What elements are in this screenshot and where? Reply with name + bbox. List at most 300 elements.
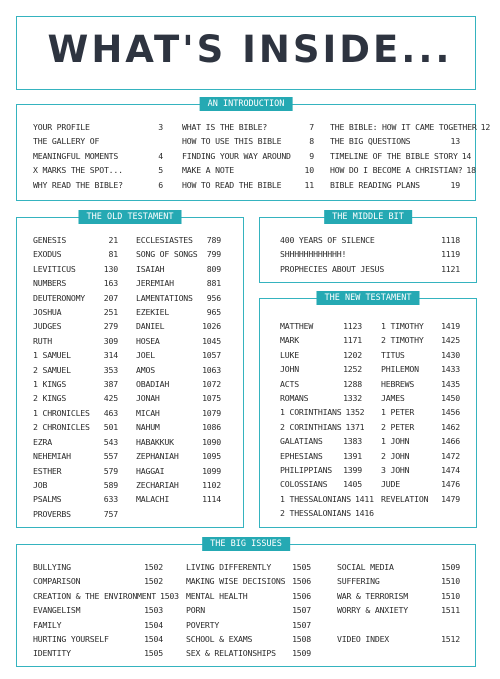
contents-entry bbox=[330, 163, 476, 177]
contents-entry bbox=[33, 420, 118, 434]
contents-entry bbox=[381, 391, 460, 405]
entry-title: EVANGELISM bbox=[33, 605, 81, 616]
entry-page-number: 1086 bbox=[202, 422, 221, 433]
entry-title: MEANINGFUL MOMENTS bbox=[33, 150, 119, 161]
contents-entry bbox=[33, 233, 118, 247]
entry-page-number: 1472 bbox=[441, 450, 460, 461]
contents-entry bbox=[33, 348, 118, 362]
entry-page-number: 1391 bbox=[343, 450, 362, 461]
entry-page-number: 1502 bbox=[144, 562, 163, 572]
entry-page-number: 881 bbox=[206, 278, 221, 289]
entry-page-number: 353 bbox=[103, 364, 118, 375]
contents-entry bbox=[337, 560, 460, 574]
contents-entry bbox=[381, 420, 460, 434]
contents-entry bbox=[381, 377, 460, 391]
contents-entry bbox=[280, 420, 365, 434]
entry-page-number: 1090 bbox=[202, 436, 221, 447]
entry-page-number: 1506 bbox=[292, 590, 311, 601]
entry-title: WAR & TERRORISM bbox=[337, 590, 408, 601]
contents-entry bbox=[280, 247, 460, 261]
entry-title: HOW TO READ THE BIBLE bbox=[182, 179, 282, 190]
entry-page-number: 1512 bbox=[441, 634, 460, 645]
entry-page-number: 251 bbox=[103, 307, 118, 318]
entry-page-number: 1456 bbox=[441, 407, 460, 418]
contents-entry bbox=[381, 319, 460, 333]
entry-page-number: 1419 bbox=[441, 321, 460, 331]
contents-entry bbox=[186, 603, 311, 617]
entry-title: COMPARISON bbox=[33, 576, 81, 587]
entry-page-number: 1099 bbox=[202, 465, 221, 476]
entry-page-number: 19 bbox=[450, 179, 460, 190]
entry-title: HOW DO I BECOME A CHRISTIAN? bbox=[330, 165, 463, 176]
entry-title: ACTS bbox=[280, 378, 299, 389]
entry-title: DEUTERONOMY bbox=[33, 292, 86, 303]
entry-page-number: 1102 bbox=[202, 479, 221, 490]
entry-page-number: 1507 bbox=[292, 619, 311, 630]
entry-title: ESTHER bbox=[33, 465, 62, 476]
contents-entry bbox=[33, 149, 163, 163]
entry-title: PHILEMON bbox=[381, 364, 419, 375]
contents-entry bbox=[136, 420, 221, 434]
entry-title: EPHESIANS bbox=[280, 450, 323, 461]
contents-entry bbox=[280, 449, 362, 463]
entry-page-number: 1202 bbox=[343, 349, 362, 360]
contents-entry bbox=[33, 247, 118, 261]
entry-title: AMOS bbox=[136, 364, 155, 375]
entry-page-number: 1433 bbox=[441, 364, 460, 375]
entry-page-number: 463 bbox=[103, 407, 118, 418]
entry-page-number: 1114 bbox=[202, 494, 221, 505]
new-testament-col-2 bbox=[381, 319, 460, 506]
entry-page-number: 1405 bbox=[343, 479, 362, 490]
contents-entry bbox=[136, 377, 221, 391]
entry-page-number: 1479 bbox=[441, 493, 460, 504]
contents-entry bbox=[381, 405, 460, 419]
contents-entry bbox=[381, 463, 460, 477]
entry-title: THE BIBLE: HOW IT CAME TOGETHER bbox=[330, 122, 477, 132]
entry-title: 2 KINGS bbox=[33, 393, 67, 404]
entry-title: GENESIS bbox=[33, 235, 67, 245]
contents-entry bbox=[330, 134, 460, 148]
entry-title: EZEKIEL bbox=[136, 307, 170, 318]
entry-page-number: 1057 bbox=[202, 350, 221, 361]
entry-page-number: 1075 bbox=[202, 393, 221, 404]
contents-entry bbox=[337, 618, 460, 632]
entry-page-number: 1476 bbox=[441, 479, 460, 490]
contents-entry bbox=[136, 319, 221, 333]
entry-title: 1 THESSALONIANS bbox=[280, 493, 351, 504]
entry-title: COLOSSIANS bbox=[280, 479, 328, 490]
entry-page-number: 5 bbox=[158, 165, 163, 176]
entry-title: SCHOOL & EXAMS bbox=[186, 634, 253, 645]
contents-entry bbox=[33, 492, 118, 506]
entry-page-number: 1462 bbox=[441, 421, 460, 432]
entry-page-number: 789 bbox=[206, 235, 221, 245]
entry-page-number: 1510 bbox=[441, 576, 460, 587]
contents-entry bbox=[33, 377, 118, 391]
contents-entry bbox=[280, 391, 362, 405]
contents-entry bbox=[33, 406, 118, 420]
entry-title: FAMILY bbox=[33, 619, 62, 630]
entry-page-number: 1416 bbox=[354, 508, 374, 519]
contents-entry bbox=[186, 560, 311, 574]
entry-title: HEBREWS bbox=[381, 378, 415, 389]
entry-title: PROVERBS bbox=[33, 508, 71, 519]
entry-title: 1 CORINTHIANS bbox=[280, 407, 342, 418]
entry-title: 2 CORINTHIANS bbox=[280, 421, 342, 432]
page-title: WHAT'S INSIDE... bbox=[47, 28, 453, 71]
contents-entry bbox=[33, 363, 118, 377]
entry-page-number: 314 bbox=[103, 350, 118, 361]
entry-title: MAKE A NOTE bbox=[182, 165, 235, 176]
contents-entry bbox=[381, 492, 460, 506]
contents-entry bbox=[33, 574, 163, 588]
contents-entry bbox=[33, 603, 163, 617]
contents-entry bbox=[280, 362, 362, 376]
contents-entry bbox=[330, 120, 491, 134]
entry-page-number: 1352 bbox=[345, 407, 365, 418]
entry-title: 1 JOHN bbox=[381, 436, 410, 447]
entry-title: SOCIAL MEDIA bbox=[337, 562, 394, 572]
entry-page-number: 1466 bbox=[441, 436, 460, 447]
entry-title: NUMBERS bbox=[33, 278, 67, 289]
entry-title: 2 TIMOTHY bbox=[381, 335, 424, 346]
entry-page-number: 1026 bbox=[202, 321, 221, 332]
entry-title: SHHHHHHHHHHHH! bbox=[280, 249, 347, 260]
entry-title: TIMELINE OF THE BIBLE STORY bbox=[330, 150, 458, 161]
entry-title: HOSEA bbox=[136, 335, 160, 346]
entry-title: DANIEL bbox=[136, 321, 165, 332]
entry-title: IDENTITY bbox=[33, 648, 71, 659]
entry-page-number: 163 bbox=[103, 278, 118, 289]
entry-page-number: 1425 bbox=[441, 335, 460, 346]
contents-entry bbox=[33, 589, 179, 603]
entry-title: ECCLESIASTES bbox=[136, 235, 193, 245]
entry-title: JOEL bbox=[136, 350, 155, 361]
entry-page-number: 543 bbox=[103, 436, 118, 447]
entry-title: SONG OF SONGS bbox=[136, 249, 198, 260]
entry-title: VIDEO INDEX bbox=[337, 634, 390, 645]
entry-page-number: 1171 bbox=[343, 335, 362, 346]
entry-title: MAKING WISE DECISIONS bbox=[186, 576, 286, 587]
entry-title: PHILIPPIANS bbox=[280, 465, 333, 476]
entry-title: PSALMS bbox=[33, 494, 62, 505]
entry-title: POVERTY bbox=[186, 619, 220, 630]
entry-page-number: 207 bbox=[103, 292, 118, 303]
entry-page-number: 1383 bbox=[343, 436, 362, 447]
contents-entry bbox=[136, 478, 221, 492]
entry-page-number: 501 bbox=[103, 422, 118, 433]
entry-page-number: 1474 bbox=[441, 465, 460, 476]
contents-entry bbox=[337, 589, 460, 603]
entry-title: FINDING YOUR WAY AROUND bbox=[182, 150, 291, 161]
entry-page-number: 1435 bbox=[441, 378, 460, 389]
entry-title: WORRY & ANXIETY bbox=[337, 605, 408, 616]
entry-title: 3 JOHN bbox=[381, 465, 410, 476]
entry-page-number: 3 bbox=[158, 122, 163, 132]
old-testament-heading: THE OLD TESTAMENT bbox=[79, 210, 182, 224]
entry-page-number: 1508 bbox=[292, 634, 311, 645]
entry-title: 1 SAMUEL bbox=[33, 350, 71, 361]
contents-entry bbox=[186, 618, 311, 632]
entry-page-number: 557 bbox=[103, 451, 118, 462]
entry-page-number: 799 bbox=[206, 249, 221, 260]
entry-page-number: 1503 bbox=[144, 605, 163, 616]
contents-entry bbox=[33, 391, 118, 405]
contents-entry bbox=[337, 603, 460, 617]
contents-entry bbox=[182, 178, 314, 192]
entry-title: LUKE bbox=[280, 349, 299, 360]
contents-entry bbox=[280, 463, 362, 477]
new-testament-heading: THE NEW TESTAMENT bbox=[317, 291, 420, 305]
entry-title: PROPHECIES ABOUT JESUS bbox=[280, 263, 385, 274]
entry-page-number: 1510 bbox=[441, 590, 460, 601]
entry-page-number: 13 bbox=[450, 136, 460, 147]
entry-title: NEHEMIAH bbox=[33, 451, 71, 462]
contents-entry bbox=[381, 333, 460, 347]
entry-page-number: 10 bbox=[304, 165, 314, 176]
entry-title: 2 JOHN bbox=[381, 450, 410, 461]
entry-page-number: 9 bbox=[309, 150, 314, 161]
contents-entry bbox=[280, 348, 362, 362]
intro-heading: AN INTRODUCTION bbox=[200, 97, 293, 111]
entry-page-number: 425 bbox=[103, 393, 118, 404]
contents-entry bbox=[182, 120, 314, 134]
contents-entry bbox=[136, 247, 221, 261]
old-testament-col-1 bbox=[33, 233, 118, 521]
entry-title: JUDGES bbox=[33, 321, 62, 332]
entry-title: 2 SAMUEL bbox=[33, 364, 71, 375]
entry-title: LIVING DIFFERENTLY bbox=[186, 562, 272, 572]
entry-page-number: 21 bbox=[108, 235, 118, 245]
entry-page-number: 1505 bbox=[292, 562, 311, 572]
contents-entry bbox=[136, 291, 221, 305]
contents-entry bbox=[330, 149, 472, 163]
middle-bit-heading: THE MIDDLE BIT bbox=[324, 210, 412, 224]
entry-page-number: 14 bbox=[461, 150, 472, 161]
entry-title: JOHN bbox=[280, 364, 299, 375]
contents-entry bbox=[280, 262, 460, 276]
entry-page-number: 1072 bbox=[202, 379, 221, 390]
entry-page-number: 1507 bbox=[292, 605, 311, 616]
entry-title: JOB bbox=[33, 479, 48, 490]
contents-entry bbox=[33, 334, 118, 348]
entry-page-number: 589 bbox=[103, 479, 118, 490]
entry-page-number: 579 bbox=[103, 465, 118, 476]
entry-title: JEREMIAH bbox=[136, 278, 174, 289]
contents-entry bbox=[136, 363, 221, 377]
contents-entry bbox=[280, 506, 374, 520]
entry-page-number: 309 bbox=[103, 335, 118, 346]
contents-entry bbox=[280, 405, 365, 419]
entry-title: MATTHEW bbox=[280, 321, 314, 331]
entry-title: 1 KINGS bbox=[33, 379, 67, 390]
entry-title: WHAT IS THE BIBLE? bbox=[182, 122, 268, 132]
contents-entry bbox=[280, 319, 362, 333]
contents-entry bbox=[381, 348, 460, 362]
entry-page-number: 1411 bbox=[354, 493, 374, 504]
contents-entry bbox=[33, 276, 118, 290]
contents-entry bbox=[337, 574, 460, 588]
entry-title: PORN bbox=[186, 605, 205, 616]
contents-entry bbox=[280, 233, 460, 247]
contents-entry bbox=[337, 632, 460, 646]
entry-page-number: 1371 bbox=[345, 421, 365, 432]
entry-title: WHY READ THE BIBLE? bbox=[33, 179, 123, 190]
contents-entry bbox=[136, 348, 221, 362]
entry-title: THE BIG QUESTIONS bbox=[330, 136, 411, 147]
contents-entry bbox=[33, 618, 163, 632]
entry-title: BIBLE READING PLANS bbox=[330, 179, 420, 190]
contents-entry bbox=[33, 291, 118, 305]
entry-title: CREATION & THE ENVIRONMENT bbox=[33, 590, 156, 601]
entry-title: YOUR PROFILE bbox=[33, 122, 90, 132]
entry-title: 2 THESSALONIANS bbox=[280, 508, 351, 519]
entry-page-number: 809 bbox=[206, 263, 221, 274]
entry-title: MICAH bbox=[136, 407, 160, 418]
entry-page-number: 757 bbox=[103, 508, 118, 519]
entry-title: SEX & RELATIONSHIPS bbox=[186, 648, 276, 659]
entry-title: NAHUM bbox=[136, 422, 160, 433]
entry-title: OBADIAH bbox=[136, 379, 170, 390]
old-testament-col-2 bbox=[136, 233, 221, 507]
contents-entry bbox=[186, 574, 311, 588]
contents-entry bbox=[280, 492, 374, 506]
entry-title: LEVITICUS bbox=[33, 263, 76, 274]
entry-title: TITUS bbox=[381, 349, 405, 360]
contents-entry bbox=[136, 262, 221, 276]
entry-page-number: 1509 bbox=[441, 562, 460, 572]
entry-title: ZEPHANIAH bbox=[136, 451, 179, 462]
entry-page-number: 279 bbox=[103, 321, 118, 332]
entry-title: THE GALLERY OF bbox=[33, 136, 100, 147]
contents-entry bbox=[280, 434, 362, 448]
contents-entry bbox=[136, 334, 221, 348]
entry-page-number: 1503 bbox=[159, 590, 179, 601]
contents-entry bbox=[280, 333, 362, 347]
entry-page-number: 1045 bbox=[202, 335, 221, 346]
entry-title: 1 PETER bbox=[381, 407, 415, 418]
entry-title: ISAIAH bbox=[136, 263, 165, 274]
entry-page-number: 1502 bbox=[144, 576, 163, 587]
entry-title: JUDE bbox=[381, 479, 400, 490]
entry-title: HURTING YOURSELF bbox=[33, 634, 109, 645]
entry-page-number: 8 bbox=[309, 136, 314, 147]
entry-page-number: 7 bbox=[309, 122, 314, 132]
contents-entry bbox=[33, 449, 118, 463]
entry-page-number: 18 bbox=[466, 165, 476, 176]
entry-title: JOSHUA bbox=[33, 307, 62, 318]
contents-entry bbox=[33, 507, 118, 521]
contents-entry bbox=[136, 406, 221, 420]
intro-col-2 bbox=[182, 120, 314, 192]
contents-entry bbox=[33, 120, 163, 134]
entry-title: 1 CHRONICLES bbox=[33, 407, 90, 418]
new-testament-col-1 bbox=[280, 319, 374, 521]
contents-entry bbox=[280, 477, 362, 491]
entry-title: LAMENTATIONS bbox=[136, 292, 193, 303]
entry-title: 400 YEARS OF SILENCE bbox=[280, 235, 375, 245]
entry-page-number: 4 bbox=[158, 150, 163, 161]
entry-page-number: 81 bbox=[108, 249, 118, 260]
entry-title: X MARKS THE SPOT... bbox=[33, 165, 123, 176]
contents-entry bbox=[33, 478, 118, 492]
entry-title: MARK bbox=[280, 335, 299, 346]
entry-page-number: 965 bbox=[206, 307, 221, 318]
contents-entry bbox=[381, 449, 460, 463]
contents-entry bbox=[33, 646, 163, 660]
entry-page-number: 1509 bbox=[292, 648, 311, 659]
contents-entry bbox=[381, 362, 460, 376]
entry-title: MENTAL HEALTH bbox=[186, 590, 248, 601]
entry-title: ZECHARIAH bbox=[136, 479, 179, 490]
contents-entry bbox=[136, 492, 221, 506]
entry-title: 2 CHRONICLES bbox=[33, 422, 90, 433]
entry-title: 1 TIMOTHY bbox=[381, 321, 424, 331]
entry-page-number: 1288 bbox=[343, 378, 362, 389]
contents-entry bbox=[136, 233, 221, 247]
entry-title: 2 PETER bbox=[381, 421, 415, 432]
entry-title: HABAKKUK bbox=[136, 436, 174, 447]
big-issues-col-3 bbox=[337, 560, 460, 646]
middle-bit-list bbox=[280, 233, 460, 276]
contents-entry bbox=[33, 632, 163, 646]
entry-page-number: 1121 bbox=[441, 263, 460, 274]
contents-entry bbox=[280, 377, 362, 391]
entry-title: JAMES bbox=[381, 393, 405, 404]
contents-entry bbox=[136, 391, 221, 405]
contents-entry bbox=[33, 262, 118, 276]
entry-page-number: 12 bbox=[480, 122, 491, 132]
contents-entry bbox=[33, 305, 118, 319]
contents-entry bbox=[33, 560, 163, 574]
entry-page-number: 1450 bbox=[441, 393, 460, 404]
contents-entry bbox=[33, 464, 118, 478]
entry-page-number: 1252 bbox=[343, 364, 362, 375]
intro-col-1 bbox=[33, 120, 163, 192]
entry-page-number: 1079 bbox=[202, 407, 221, 418]
entry-title: BULLYING bbox=[33, 562, 71, 572]
entry-page-number bbox=[159, 134, 163, 148]
contents-entry bbox=[186, 646, 311, 660]
entry-title: EZRA bbox=[33, 436, 52, 447]
entry-page-number: 956 bbox=[206, 292, 221, 303]
entry-page-number: 11 bbox=[304, 179, 314, 190]
contents-entry bbox=[136, 449, 221, 463]
contents-entry bbox=[182, 163, 314, 177]
entry-title: GALATIANS bbox=[280, 436, 323, 447]
entry-title: REVELATION bbox=[381, 493, 429, 504]
entry-title: MALACHI bbox=[136, 494, 170, 505]
contents-entry bbox=[136, 305, 221, 319]
entry-page-number: 1506 bbox=[292, 576, 311, 587]
entry-title: JONAH bbox=[136, 393, 160, 404]
entry-title: ROMANS bbox=[280, 393, 309, 404]
contents-entry bbox=[182, 149, 314, 163]
entry-page-number: 1511 bbox=[441, 605, 460, 616]
entry-title: SUFFERING bbox=[337, 576, 380, 587]
contents-entry bbox=[33, 435, 118, 449]
entry-page-number: 1119 bbox=[441, 249, 460, 260]
entry-page-number: 130 bbox=[103, 263, 118, 274]
contents-entry bbox=[33, 163, 163, 177]
entry-page-number: 1123 bbox=[343, 321, 362, 331]
entry-page-number: 6 bbox=[158, 179, 163, 190]
entry-page-number: 1430 bbox=[441, 349, 460, 360]
entry-page-number: 387 bbox=[103, 379, 118, 390]
big-issues-heading: THE BIG ISSUES bbox=[202, 537, 290, 551]
entry-title: HOW TO USE THIS BIBLE bbox=[182, 136, 282, 147]
